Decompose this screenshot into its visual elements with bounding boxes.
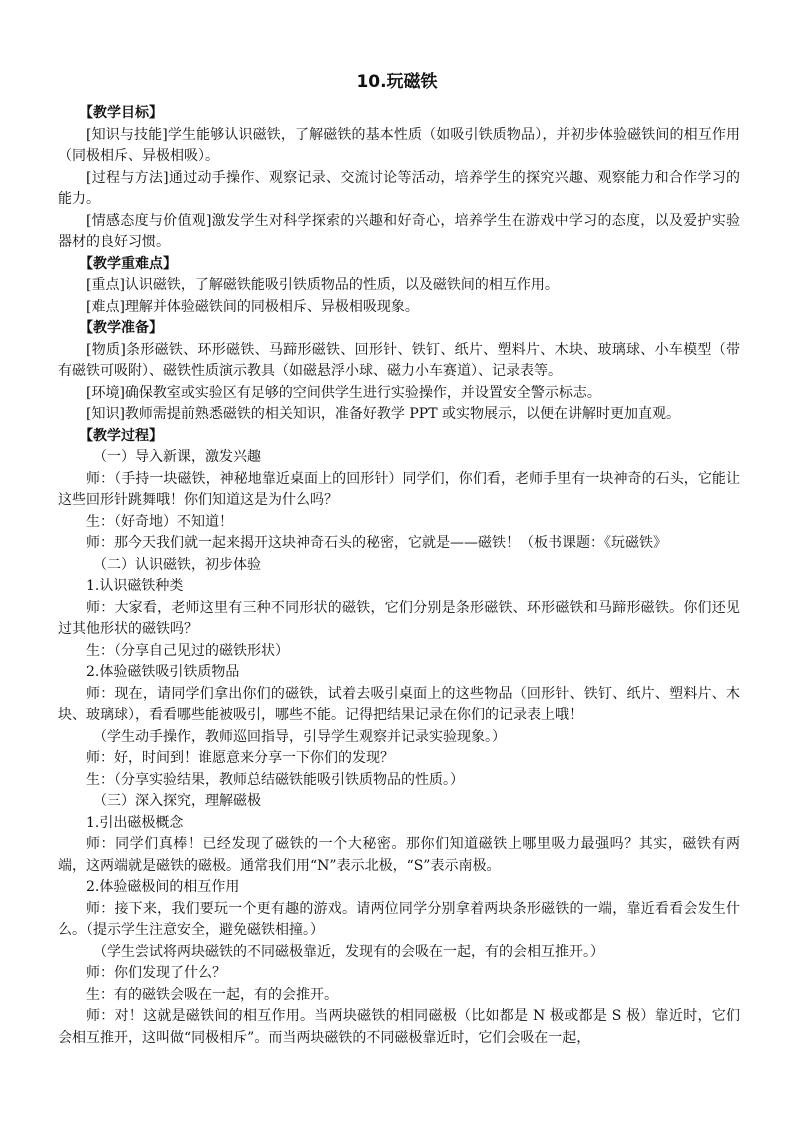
paragraph: （一）导入新课，激发兴趣 [93, 449, 261, 465]
section-heading: 【教学过程】 [79, 427, 163, 444]
page-title: 10.玩磁铁 [356, 72, 438, 92]
paragraph: （三）深入探究，理解磁极 [93, 793, 261, 809]
paragraph: 生：有的磁铁会吸在一起，有的会推开。 [86, 986, 338, 1003]
paragraph: 师：你们发现了什么？ [86, 965, 226, 981]
paragraph: 师：那今天我们就一起来揭开这块神奇石头的秘密，它就是——磁铁！（板书课题：《玩磁铁》 [86, 535, 667, 551]
paragraph: 师：同学们真棒！已经发现了磁铁的一个大秘密。那你们知道磁铁上哪里吸力最强吗？其实，磁铁有两端，这两端就是磁铁的磁极。通常我们用“N”表示北极，“S”表示南极。 [58, 836, 740, 874]
section-heading: 【教学重难点】 [79, 255, 177, 272]
paragraph: [情感态度与价值观]激发学生对科学探索的兴趣和好奇心，培养学生在游戏中学习的态度，以及爱护实验器材的良好习惯。 [58, 212, 740, 250]
paragraph: 师：好，时间到！谁愿意来分享一下你们的发现？ [86, 750, 394, 766]
section-heading: 【教学目标】 [79, 105, 163, 121]
paragraph: [环境]确保教室或实验区有足够的空间供学生进行实验操作，并设置安全警示标志。 [86, 384, 601, 401]
paragraph: [知识与技能]学生能够认识磁铁，了解磁铁的基本性质（如吸引铁质物品），并初步体验磁铁间的相互作用（同极相斥、异极相吸）。 [58, 126, 740, 164]
paragraph: （二）认识磁铁，初步体验 [93, 556, 261, 573]
paragraph: 师：（手持一块磁铁，神秘地靠近桌面上的回形针）同学们，你们看，老师手里有一块神奇的石头，它能让这些回形针跳舞哦！你们知道这是为什么吗？ [58, 470, 740, 508]
paragraph: 师：对！这就是磁铁间的相互作用。当两块磁铁的相同磁极（比如都是 N 极或都是 S 极）靠近时，它们会相互推开，这叫做“同极相斥”。而当两块磁铁的不同磁极靠近时，它们会吸在一起， [58, 1008, 740, 1046]
paragraph: 生：（好奇地）不知道！ [86, 513, 233, 530]
paragraph: 师：大家看，老师这里有三种不同形状的磁铁，它们分别是条形磁铁、环形磁铁和马蹄形磁铁。你们还见过其他形状的磁铁吗？ [58, 599, 740, 637]
paragraph: 1.引出磁极概念 [86, 814, 184, 831]
paragraph: 生：（分享自己见过的磁铁形状） [86, 642, 289, 659]
paragraph: [难点]理解并体验磁铁间的同极相斥、异极相吸现象。 [86, 298, 419, 315]
paragraph: 师：现在，请同学们拿出你们的磁铁，试着去吸引桌面上的这些物品（回形针、铁钉、纸片、塑料片、木块、玻璃球），看看哪些能被吸引，哪些不能。记得把结果记录在你们的记录表上哦！ [58, 685, 740, 723]
paragraph: （学生尝试将两块磁铁的不同磁极靠近，发现有的会吸在一起，有的会相互推开。） [93, 943, 604, 960]
paragraph: 生：（分享实验结果，教师总结磁铁能吸引铁质物品的性质。） [86, 771, 464, 788]
document-body [58, 103, 740, 1049]
paragraph: [物质]条形磁铁、环形磁铁、马蹄形磁铁、回形针、铁钉、纸片、塑料片、木块、玻璃球、小车模型（带有磁铁可吸附）、磁铁性质演示教具（如磁悬浮小球、磁力小车赛道）、记录表等。 [58, 341, 740, 379]
paragraph: 师：接下来，我们要玩一个更有趣的游戏。请两位同学分别拿着两块条形磁铁的一端，靠近看看会发生什么。（提示学生注意安全，避免磁铁相撞。） [58, 900, 740, 938]
paragraph: 1.认识磁铁种类 [86, 578, 184, 594]
paragraph: 2.体验磁极间的相互作用 [86, 879, 240, 895]
paragraph: [过程与方法]通过动手操作、观察记录、交流讨论等活动，培养学生的探究兴趣、观察能力和合作学习的能力。 [58, 169, 740, 207]
paragraph: 2.体验磁铁吸引铁质物品 [86, 664, 240, 680]
section-heading: 【教学准备】 [79, 320, 163, 336]
paragraph: （学生动手操作，教师巡回指导，引导学生观察并记录实验现象。） [93, 728, 506, 745]
paragraph: [重点]认识磁铁，了解磁铁能吸引铁质物品的性质，以及磁铁间的相互作用。 [86, 277, 559, 293]
paragraph: [知识]教师需提前熟悉磁铁的相关知识，准备好教学 PPT 或实物展示，以便在讲解时更加直观。 [86, 406, 680, 422]
